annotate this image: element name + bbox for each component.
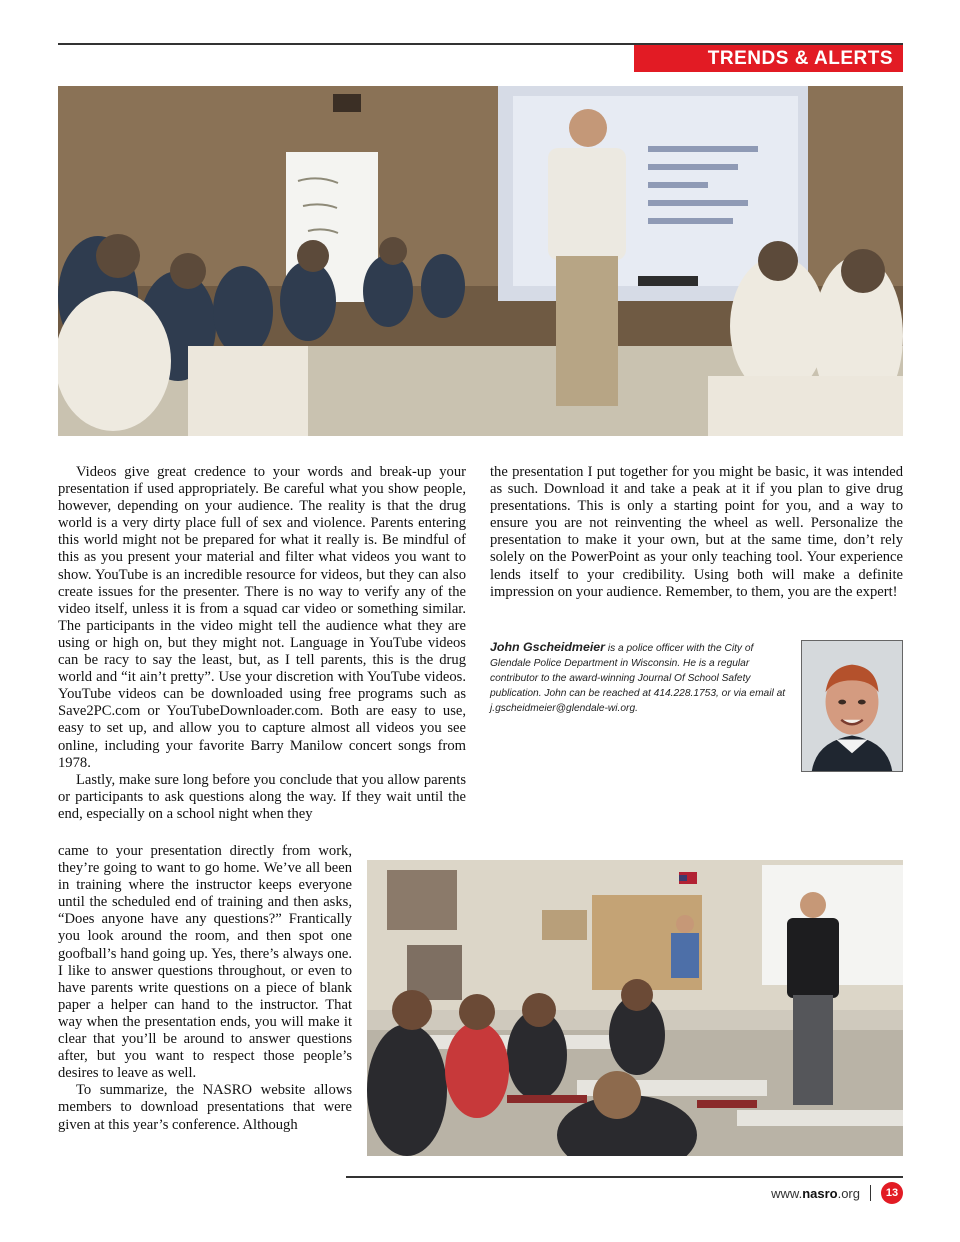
paragraph-videos: Videos give great credence to your words and break-up your presentation if used appropriately. Be careful what you show people, however, depending on your audience. The reality is that the drug world is a very dirty place full of sex and violence. Parents entering this world might not be prepared for what it really is. Be mindful of this as you present your material and filter what videos you want to show. YouTube is an incredible resource for videos, but they can also create issues for the presenter. There is no way to verify any of the video itself, unless it is from a squad car video or something similar. The participants in the video might tell the audience what they are using or high on, but they might not. Language in YouTube videos can be racy to say the least, but, as I tell parents, this is the drug world and “it ain’t pretty”. Use your discretion with YouTube videos. YouTube videos can be downloaded using free programs such as Save2PC.com or YouTubeDownloader.com. Both are easy to use, easy to set up, and allow you to capture almost all videos you see online, including your favorite Barry Manilow concert songs from 1978. bbox=[58, 464, 466, 771]
page-footer bbox=[700, 1180, 903, 1206]
section-banner: TRENDS & ALERTS bbox=[634, 45, 903, 72]
paragraph-presentation: the presentation I put together for you might be basic, it was intended as such. Download it and take a peak at it if you plan to give drug presentations. This is only a starting point for you, and a way to ensure you are not reinventing the wheel as well. Personalize the presentation to make it your own, but at the same time, don’t rely solely on the PowerPoint as your only teaching tool. Your experience lends itself to your credibility. Using both will make a definite impression on your audience. Remember, to them, you are the expert! bbox=[490, 464, 903, 600]
article-column-left-narrow bbox=[58, 843, 352, 1134]
paragraph-questions: Lastly, make sure long before you conclude that you allow parents or participants to ask questions along the way. If they wait until the end, especially on a school night when they bbox=[58, 771, 466, 822]
footer-separator bbox=[870, 1185, 871, 1201]
classroom-presentation-photo bbox=[367, 860, 903, 1156]
website-link[interactable]: www.nasro.org bbox=[771, 1185, 860, 1201]
page-number: 13 bbox=[881, 1182, 903, 1204]
footer-rule bbox=[346, 1176, 903, 1178]
author-portrait bbox=[801, 640, 903, 772]
paragraph-questions-continued: came to your presentation directly from work, they’re going to want to go home. We’ve all been in training where the instructor keeps everyone until the scheduled end of training and then asks, “Does anyone have any questions?” Frantically you look around the room, and then spot one goofball’s hand going up. Yes, there’s always one. I like to answer questions throughout, or even to have parents write questions on a piece of blank paper a helper can hand to the instructor. That way when the presentation ends, you will make it clear that you’ll be around to answer questions after, but you want to respect those people’s desires to leave as well. bbox=[58, 843, 352, 1082]
paragraph-summary: To summarize, the NASRO website allows members to download presentations that were given at this year’s conference. Although bbox=[58, 1082, 352, 1133]
author-bio-text: is a police officer with the City of Glendale Police Department in Wisconsin. He is a regular contributor to the award-winning Journal Of School Safety publication. John can be reached at 414.228.1753, or via email at j.gscheidmeier@glendale-wi.org. bbox=[490, 643, 786, 714]
conference-presentation-photo bbox=[58, 86, 903, 436]
author-name: John Gscheidmeier bbox=[490, 640, 605, 654]
author-bio bbox=[490, 640, 786, 716]
article-column-right bbox=[490, 464, 903, 601]
article-column-left bbox=[58, 464, 466, 823]
